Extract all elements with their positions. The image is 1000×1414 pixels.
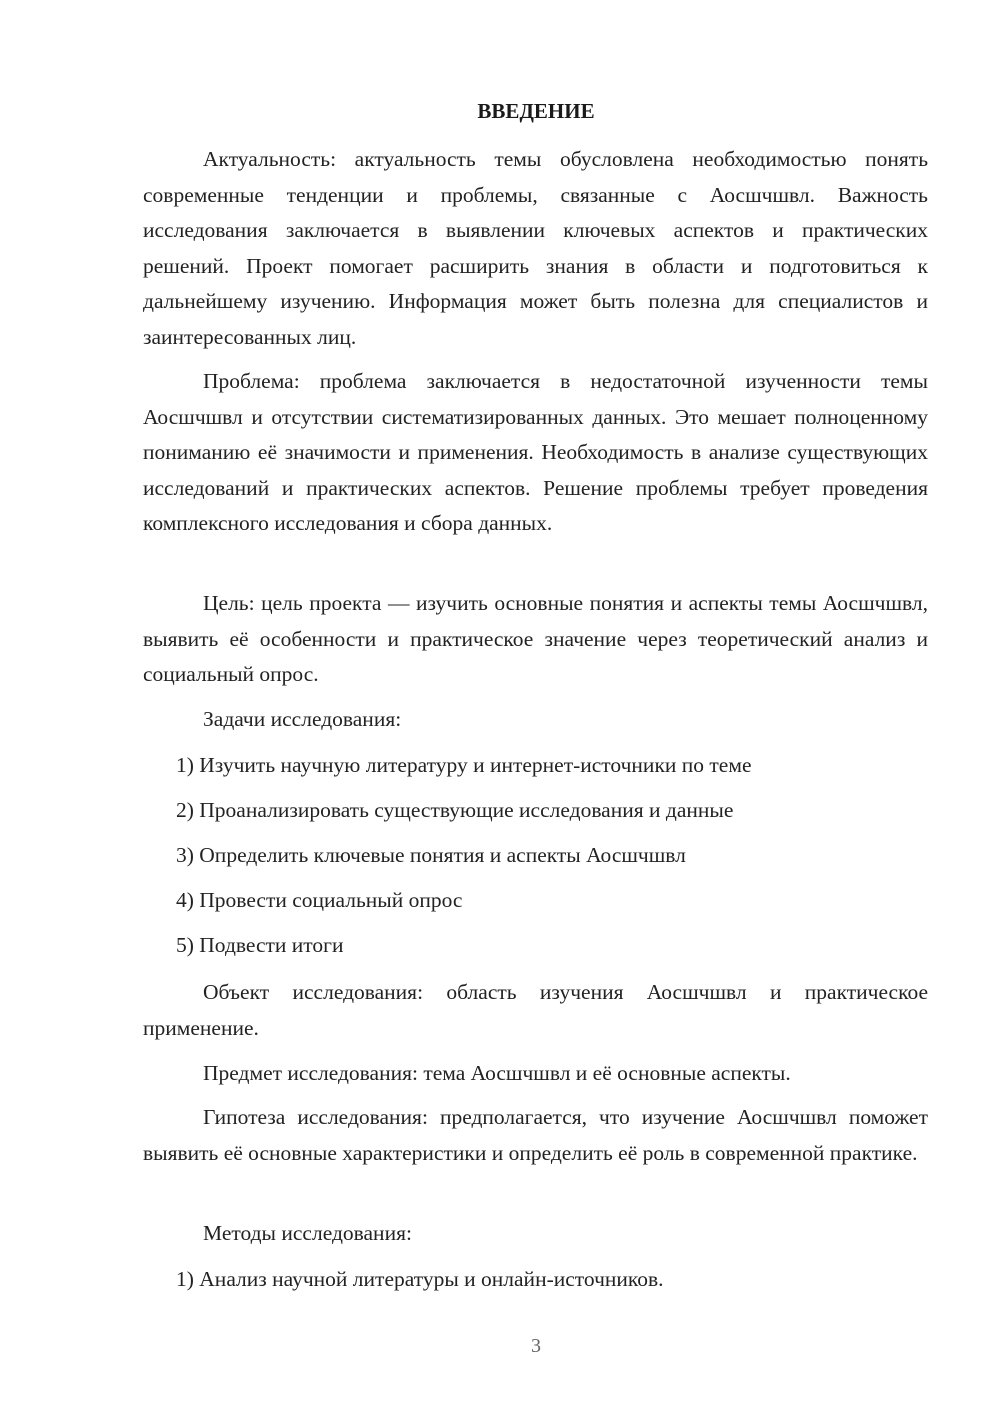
tasks-heading: Задачи исследования: — [203, 707, 402, 731]
hypothesis-paragraph: Гипотеза исследования: предполагается, что изучение Аосшчшвл поможет выявить её основные характеристики и определить её роль в современной практике. — [143, 1105, 928, 1165]
task-item-1: 1) Изучить научную литературу и интернет-источники по теме — [176, 753, 752, 777]
page-number: 3 — [531, 1335, 541, 1357]
problem-paragraph: Проблема: проблема заключается в недостаточной изученности темы Аосшчшвл и отсутствии систематизированных данных. Это мешает полноценному пониманию её значимости и применения. Необходимость в анализе существующих исследований и практических аспектов. Решение проблемы требует проведения комплексного исследования и сбора данных. — [143, 369, 928, 535]
method-item-1: 1) Анализ научной литературы и онлайн-источников. — [176, 1267, 664, 1291]
subject-paragraph: Предмет исследования: тема Аосшчшвл и её основные аспекты. — [203, 1061, 791, 1085]
task-item-3: 3) Определить ключевые понятия и аспекты Аосшчшвл — [176, 843, 686, 867]
task-item-5: 5) Подвести итоги — [176, 933, 344, 957]
object-paragraph: Объект исследования: область изучения Аосшчшвл и практическое применение. — [143, 980, 928, 1040]
task-item-4: 4) Провести социальный опрос — [176, 888, 463, 912]
task-item-2: 2) Проанализировать существующие исследования и данные — [176, 798, 734, 822]
relevance-paragraph: Актуальность: актуальность темы обусловлена необходимостью понять современные тенденции и проблемы, связанные с Аосшчшвл. Важность исследования заключается в выявлении ключевых аспектов и практических решений. Проект помогает расширить знания в области и подготовиться к дальнейшему изучению. Информация может быть полезна для специалистов и заинтересованных лиц. — [143, 147, 928, 349]
methods-heading: Методы исследования: — [203, 1221, 412, 1245]
page-title: ВВЕДЕНИЕ — [477, 99, 595, 123]
goal-paragraph: Цель: цель проекта — изучить основные понятия и аспекты темы Аосшчшвл, выявить её особенности и практическое значение через теоретический анализ и социальный опрос. — [143, 591, 928, 686]
